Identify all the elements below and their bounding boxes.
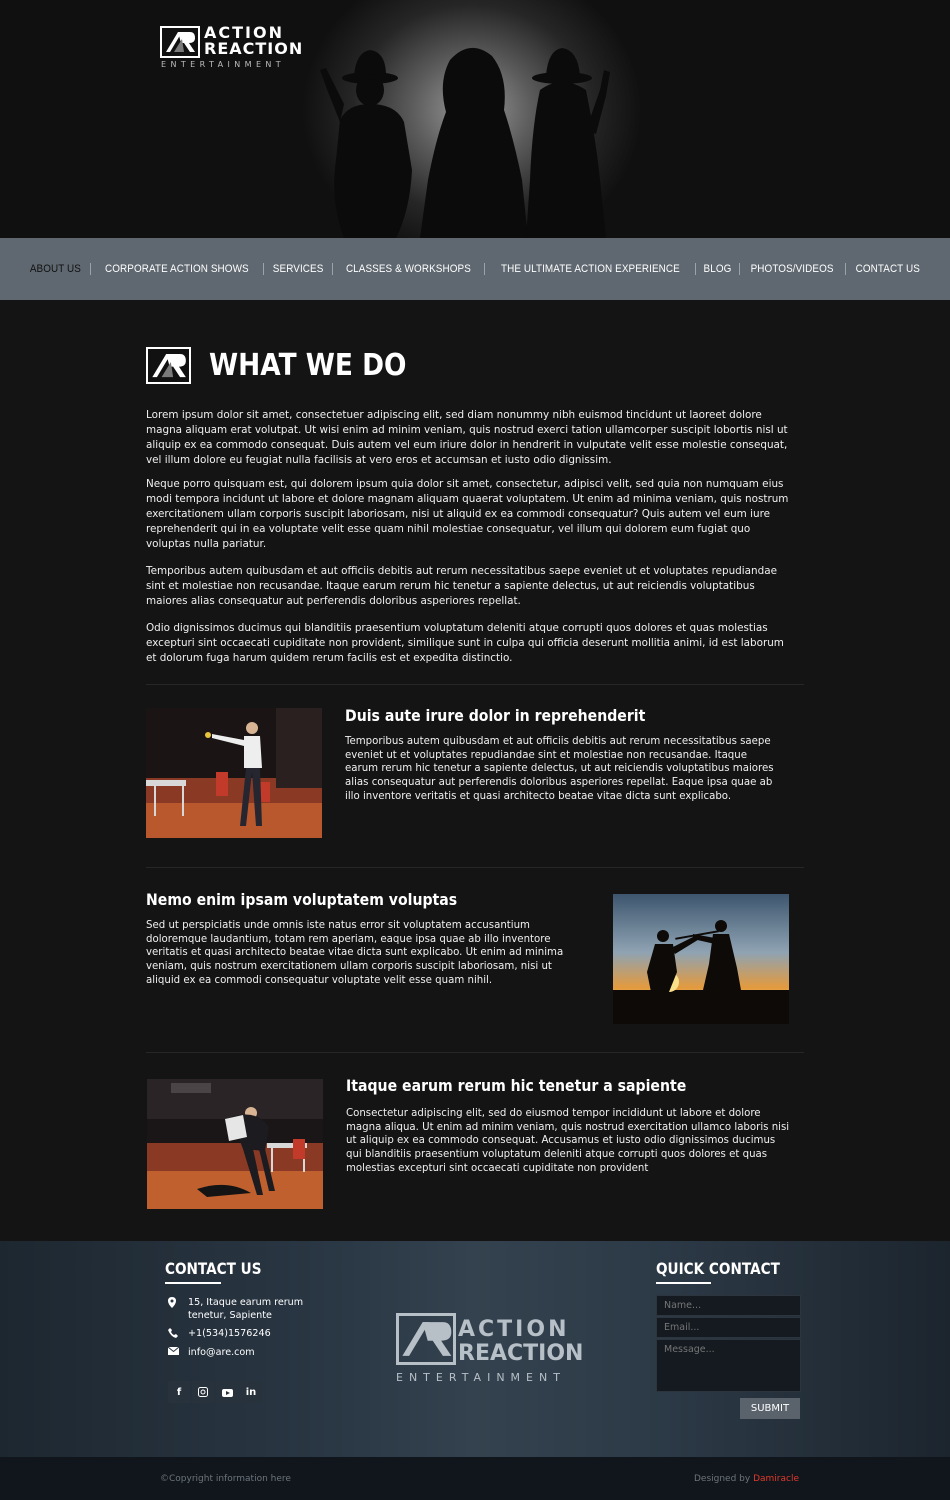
hero-silhouettes-image: [300, 30, 640, 238]
feature-photo-2: [613, 894, 789, 1024]
message-field[interactable]: [656, 1339, 801, 1392]
facebook-icon[interactable]: f: [168, 1381, 190, 1403]
copyright-text: ©Copyright information here: [160, 1473, 291, 1484]
feature-photo-1: [146, 708, 322, 838]
instagram-icon[interactable]: [192, 1381, 214, 1403]
email-text[interactable]: info@are.com: [188, 1347, 255, 1358]
linkedin-icon[interactable]: in: [240, 1381, 262, 1403]
nav-item-contact-us[interactable]: CONTACT US: [855, 263, 920, 275]
phone-text: +1(534)1576246: [188, 1328, 271, 1339]
intro-paragraph-4: Odio dignissimos ducimus qui blanditiis praesentium voluptatum deleniti atque corrupti quos dolores et quas molestias excepturi sint occaecati cupiditate non provident, similique sunt in culpa qui officia deserunt mollitia animi, id est laborum et dolorum fuga harum quidem rerum facilis est et expedita distinctio.: [146, 622, 784, 664]
feature-item-3: [146, 1078, 804, 1213]
submit-button[interactable]: SUBMIT: [740, 1398, 800, 1419]
feature-body-1: Temporibus autem quibusdam et aut officiis debitis aut rerum necessitatibus saepe eveniet ut et voluptates repudiandae sint et molestiae non recusandae. Itaque earum rerum hic tenetur a sapiente delectus, ut aut reiciendis voluptatibus maiores alias consequatur aut perferendis doloribus asperiores repellat. Eaque ipsa quae ab illo inventore veritatis et quasi architecto beatae vitae dicta sunt explicabo.: [345, 736, 774, 802]
phone-icon: [168, 1328, 188, 1341]
nav-item-blog[interactable]: BLOG: [703, 263, 732, 275]
nav-item-services[interactable]: SERVICES: [272, 263, 323, 275]
footer-logo-text-reaction: REACTION: [458, 1341, 584, 1366]
designer-link[interactable]: Damiracle: [753, 1473, 799, 1484]
intro-paragraph-3: Temporibus autem quibusdam et aut officiis debitis aut rerum necessitatibus saepe eveniet ut et voluptates repudiandae sint et molestiae non recusandae. Itaque earum rerum hic tenetur a sapiente delectus, ut aut reiciendis voluptatibus maiores alias consequatur aut perferendis doloribus asperiores repellat.: [146, 565, 777, 607]
intro-paragraph-2: Neque porro quisquam est, qui dolorem ipsum quia dolor sit amet, consectetur, adipisci velit, sed quia non numquam eius modi tempora incidunt ut labore et dolore magnam aliquam quaerat voluptatem. Ut enim ad minima veniam, quis nostrum exercitationem ullam corporis suscipit laboriosam, nisi ut aliquid ex ea commodi consequatur? Quis autem vel eum iure reprehenderit qui in ea voluptate velit esse quam nihil molestiae consequatur, vel illum qui dolorem eum fugiat quo voluptas nulla pariatur.: [146, 478, 789, 550]
map-marker-icon: [168, 1297, 188, 1311]
youtube-icon[interactable]: [216, 1381, 238, 1403]
nav-item-ultimate-action-experience[interactable]: THE ULTIMATE ACTION EXPERIENCE: [500, 263, 680, 275]
address-line-1: 15, Itaque earum rerum: [188, 1297, 304, 1308]
logo-text-action: ACTION: [204, 23, 284, 42]
footer-contact-underline: [165, 1282, 221, 1284]
ar-logo-icon: [146, 347, 191, 384]
hero-banner: [0, 0, 950, 238]
footer-contact-title: CONTACT US: [165, 1259, 262, 1278]
logo-mark-icon: [160, 26, 200, 58]
footer-logo: [396, 1313, 584, 1388]
feature-title-1: Duis aute irure dolor in reprehenderit: [345, 706, 646, 725]
email-field[interactable]: [656, 1317, 801, 1338]
section-divider: [146, 867, 804, 868]
address-line-2: tenetur, Sapiente: [188, 1309, 272, 1321]
feature-item-1: [146, 708, 804, 843]
site-logo[interactable]: [160, 23, 304, 72]
section-divider: [146, 1052, 804, 1053]
contact-address: [168, 1297, 303, 1322]
designed-by: [694, 1474, 799, 1484]
feature-title-3: Itaque earum rerum hic tenetur a sapiente: [346, 1076, 687, 1095]
social-links: [168, 1381, 262, 1403]
logo-text-reaction: REACTION: [204, 39, 304, 58]
logo-subtitle: ENTERTAINMENT: [161, 60, 286, 69]
page-title: WHAT WE DO: [209, 348, 407, 383]
name-field[interactable]: [656, 1295, 801, 1316]
nav-item-classes-workshops[interactable]: CLASSES & WORKSHOPS: [345, 263, 471, 275]
designed-by-prefix: Designed by: [693, 1473, 754, 1484]
main-navigation: [0, 238, 950, 300]
feature-item-2: [146, 892, 804, 1027]
nav-item-corporate-action-shows[interactable]: CORPORATE ACTION SHOWS: [104, 263, 249, 275]
feature-body-2: Sed ut perspiciatis unde omnis iste natus error sit voluptatem accusantium doloremque laudantium, totam rem aperiam, eaque ipsa quae ab illo inventore veritatis et quasi architecto beatae vitae dicta sunt explicabo. Ut enim ad minima veniam, quis nostrum exercitationem ullam corporis suscipit laboriosam, nisi ut aliquid ex ea commodi consequatur voluptate velit esse quam nihil.: [146, 920, 564, 986]
envelope-icon: [168, 1347, 188, 1358]
contact-email: [168, 1347, 255, 1360]
footer-quick-contact-title: QUICK CONTACT: [656, 1259, 780, 1278]
footer-quick-contact-underline: [656, 1282, 711, 1284]
nav-list: [21, 263, 929, 275]
nav-item-about-us[interactable]: ABOUT US: [29, 263, 81, 275]
intro-text: [146, 408, 796, 675]
footer-logo-subtitle: ENTERTAINMENT: [396, 1371, 566, 1384]
feature-photo-3: [147, 1079, 323, 1209]
nav-item-photos-videos[interactable]: PHOTOS/VIDEOS: [750, 263, 834, 275]
footer-logo-text-action: ACTION: [458, 1317, 570, 1342]
contact-phone: [168, 1328, 271, 1341]
intro-paragraph-1: Lorem ipsum dolor sit amet, consectetuer adipiscing elit, sed diam nonummy nibh euismod tincidunt ut laoreet dolore magna aliquam erat volutpat. Ut wisi enim ad minim veniam, quis nostrud exerci tation ullamcorper suscipit lobortis nisl ut aliquip ex ea commodo consequat. Duis autem vel eum iriure dolor in hendrerit in vulputate velit esse molestie consequat, vel illum dolore eu feugiat nulla facilisis at vero eros et accumsan et iusto odio dignissim.: [146, 409, 788, 466]
feature-title-2: Nemo enim ipsam voluptatem voluptas: [146, 890, 458, 909]
feature-body-3: Consectetur adipiscing elit, sed do eiusmod tempor incididunt ut labore et dolore magna aliqua. Ut enim ad minim veniam, quis nostrud exercitation ullamco laboris nisi ut aliquip ex ea commodo consequat. Accusamus et iusto odio dignissimos ducimus qui blanditiis praesentium voluptatum deleniti atque corrupti quos dolores et quas molestias excepturi sint occaecati cupiditate non provident: [346, 1108, 790, 1174]
section-divider: [146, 684, 804, 685]
footer: [0, 1241, 950, 1457]
bottom-bar: [0, 1457, 950, 1500]
section-header: [146, 347, 546, 385]
address-text: [188, 1297, 303, 1322]
footer-logo-mark-icon: [396, 1313, 456, 1365]
